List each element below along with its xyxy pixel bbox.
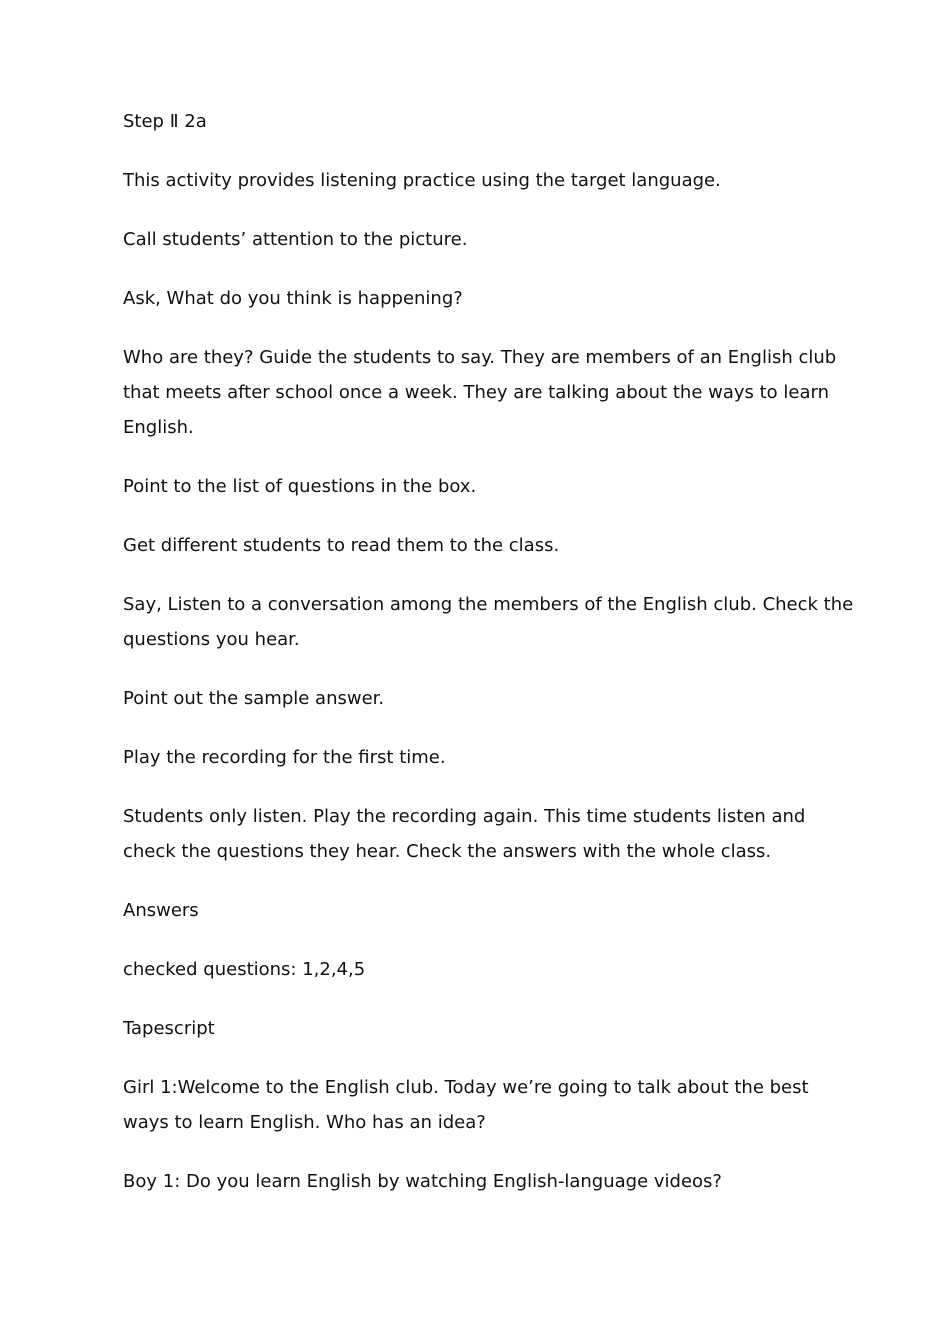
paragraph-attention: Call students’ attention to the picture.	[123, 229, 468, 250]
answers-heading: Answers	[123, 900, 199, 921]
paragraph-ask: Ask, What do you think is happening?	[123, 288, 463, 309]
paragraph-say-listen: Say, Listen to a conversation among the members of the English club. Check the questions you hear.	[123, 594, 854, 650]
paragraph-girl-1: Girl 1:Welcome to the English club. Today we’re going to talk about the best ways to learn English. Who has an idea?	[123, 1077, 809, 1133]
document-page	[123, 104, 858, 1223]
step-heading: Step Ⅱ 2a	[123, 111, 207, 132]
tapescript-heading: Tapescript	[123, 1018, 215, 1039]
paragraph-students-listen: Students only listen. Play the recording again. This time students listen and check the questions they hear. Check the answers with the whole class.	[123, 806, 806, 862]
paragraph-play-first: Play the recording for the first time.	[123, 747, 446, 768]
paragraph-who-are-they: Who are they? Guide the students to say. They are members of an English club that meets after school once a week. They are talking about the ways to learn English.	[123, 347, 837, 438]
paragraph-get-students: Get different students to read them to the class.	[123, 535, 560, 556]
paragraph-checked-questions: checked questions: 1,2,4,5	[123, 959, 366, 980]
paragraph-sample-answer: Point out the sample answer.	[123, 688, 385, 709]
paragraph-point-list: Point to the list of questions in the box.	[123, 476, 477, 497]
paragraph-activity-intro: This activity provides listening practice using the target language.	[123, 170, 721, 191]
paragraph-boy-1: Boy 1: Do you learn English by watching English-language videos?	[123, 1171, 722, 1192]
